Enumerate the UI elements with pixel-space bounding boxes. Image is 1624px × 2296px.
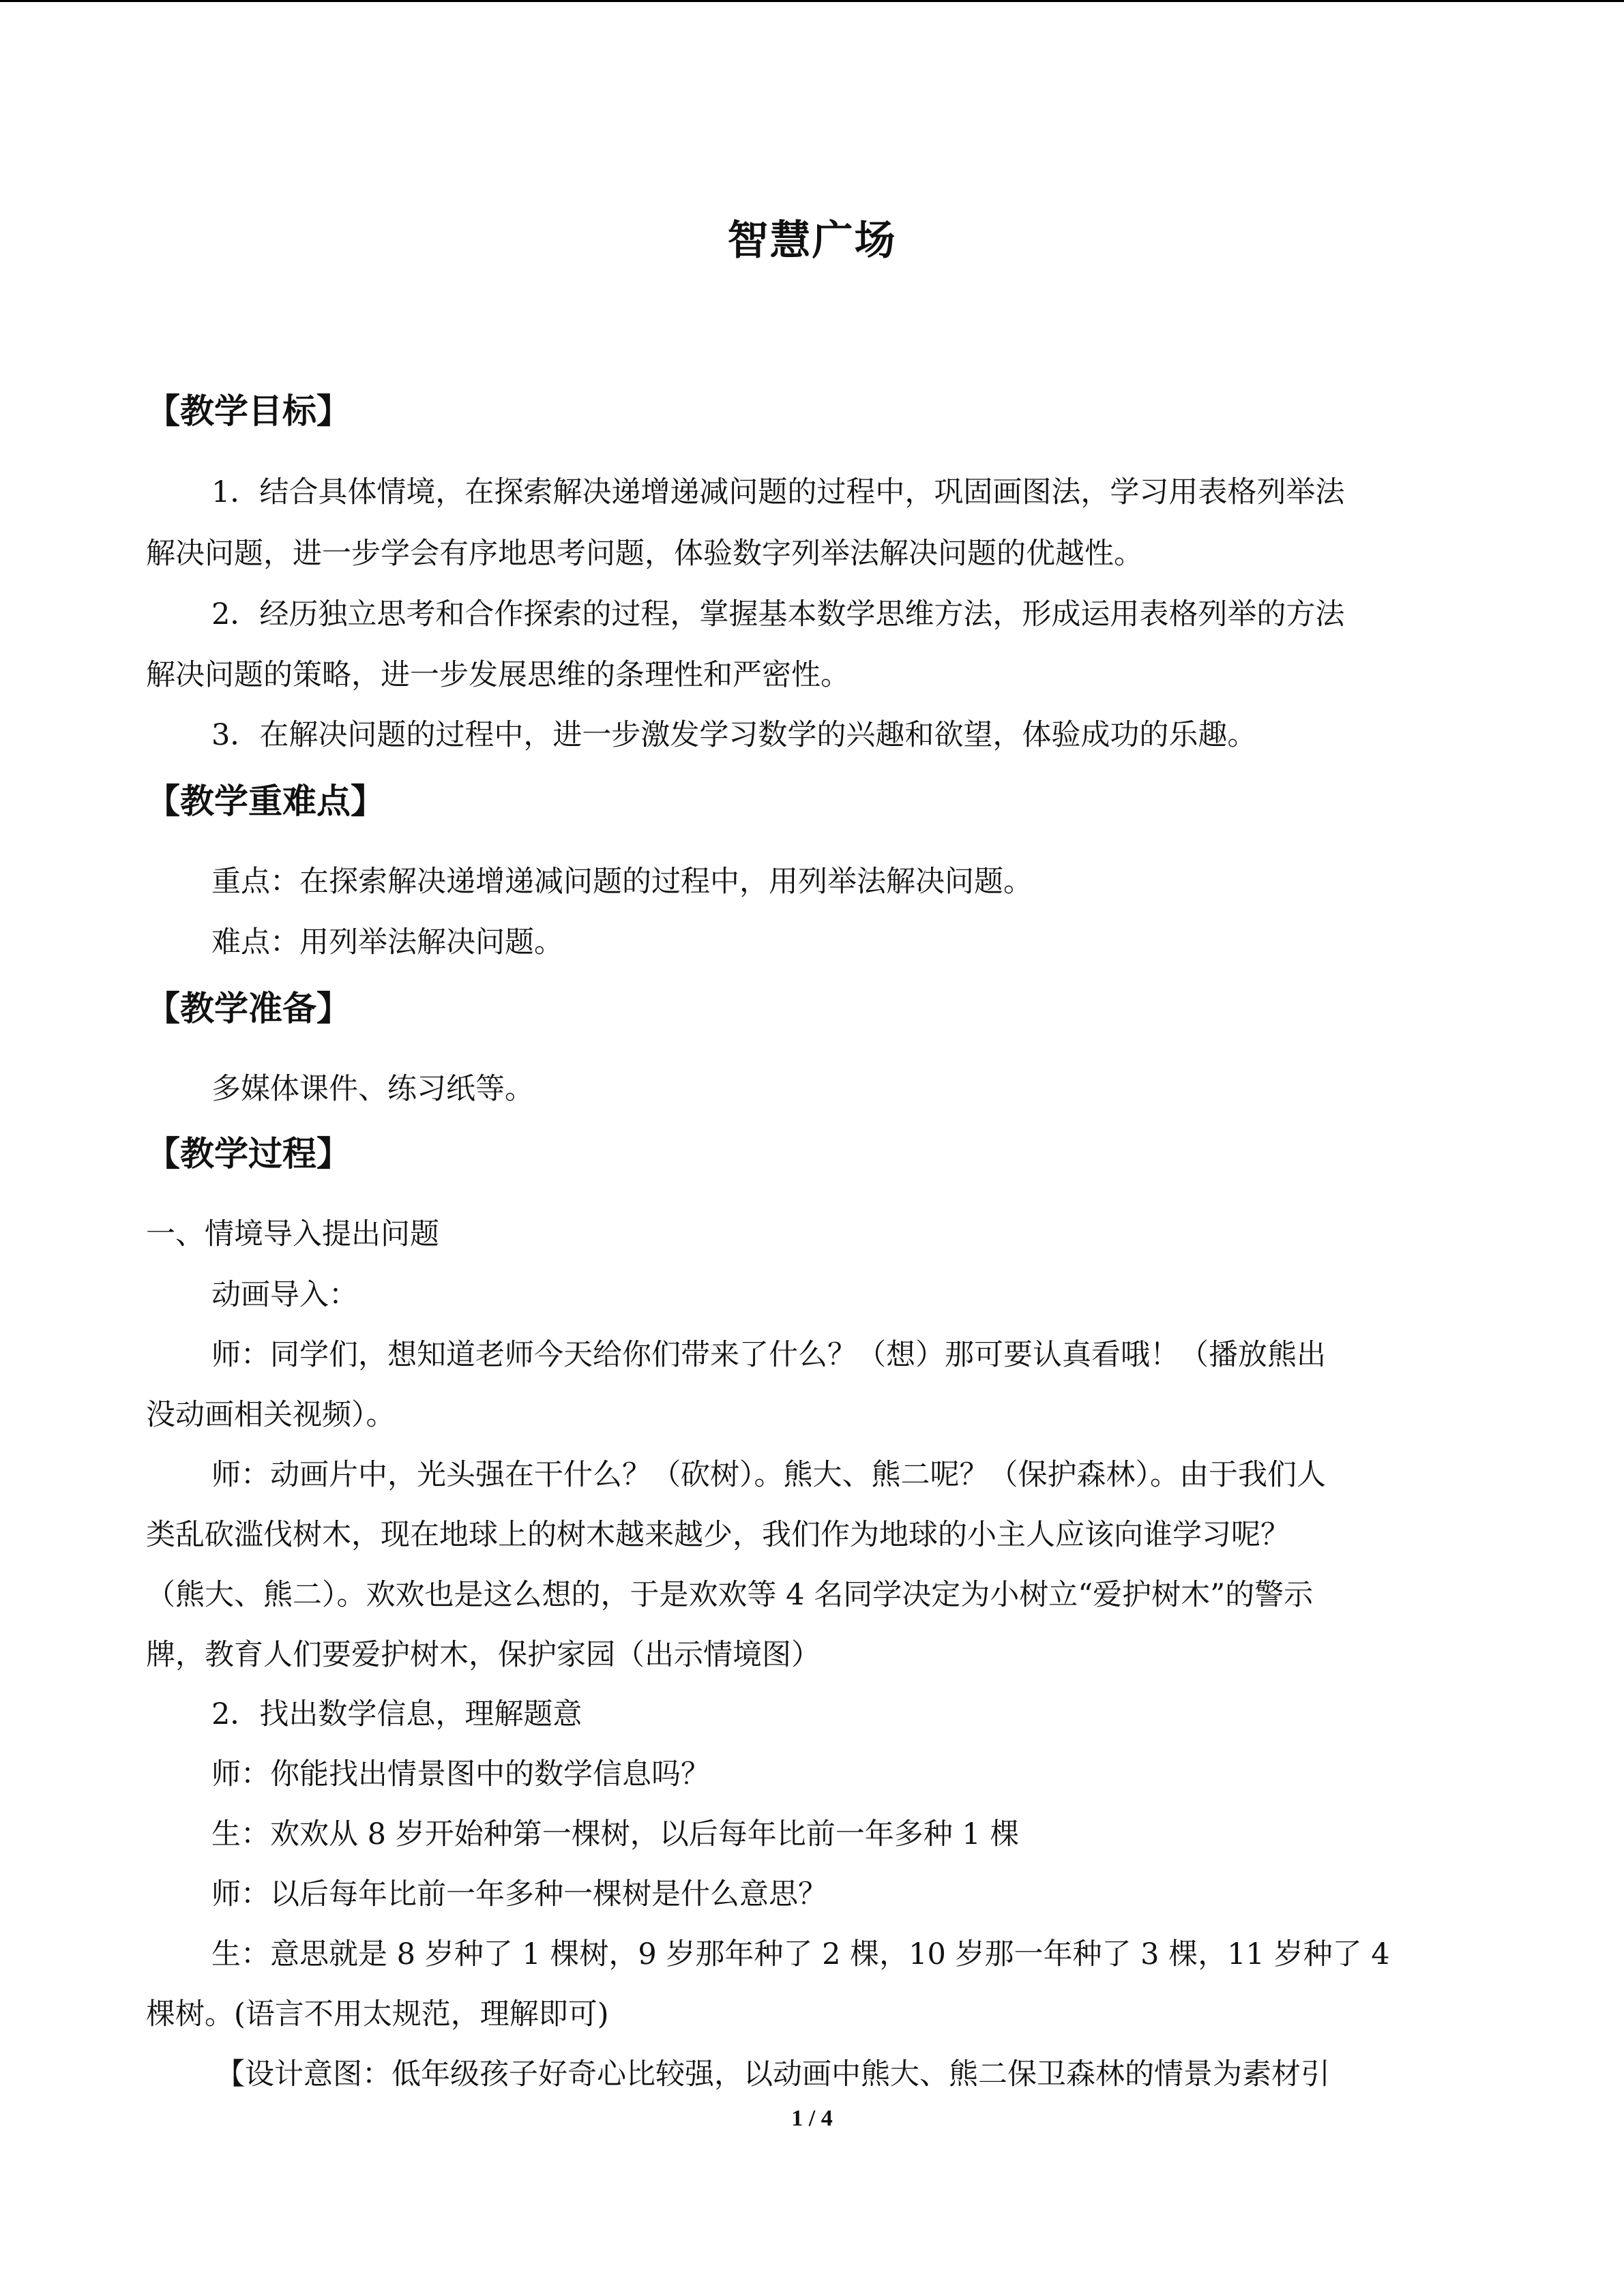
objective-2-line-1: 2．经历独立思考和合作探索的过程，掌握基本数学思维方法，形成运用表格列举的方法 bbox=[211, 597, 1345, 631]
student-answer-2-line-1: 生：意思就是 8 岁种了 1 棵树，9 岁那年种了 2 棵，10 岁那一年种了 3 棵，11 岁种了 4 bbox=[211, 1937, 1390, 1971]
key-point-text: 重点：在探索解决递增递减问题的过程中，用列举法解决问题。 bbox=[211, 865, 1033, 899]
top-border-rule bbox=[0, 0, 1624, 2]
student-answer-1: 生：欢欢从 8 岁开始种第一棵树，以后每年比前一年多种 1 棵 bbox=[211, 1817, 1020, 1851]
heading-key-difficult-points: 【教学重难点】 bbox=[146, 781, 385, 821]
design-intent-note: 【设计意图：低年级孩子好奇心比较强，以动画中熊大、熊二保卫森林的情景为素材引 bbox=[216, 2057, 1330, 2091]
difficult-point-text: 难点：用列举法解决问题。 bbox=[211, 925, 563, 959]
heading-teaching-process: 【教学过程】 bbox=[146, 1134, 351, 1174]
animation-intro-label: 动画导入： bbox=[211, 1278, 358, 1312]
heading-teaching-objectives: 【教学目标】 bbox=[146, 391, 351, 431]
page-number: 1 / 4 bbox=[791, 2106, 833, 2131]
dialogue-2-line-2: 类乱砍滥伐树木，现在地球上的树木越来越少，我们作为地球的小主人应该向谁学习呢？ bbox=[146, 1518, 1290, 1552]
preparation-text: 多媒体课件、练习纸等。 bbox=[211, 1072, 534, 1106]
heading-teaching-preparation: 【教学准备】 bbox=[146, 989, 351, 1028]
dialogue-2-line-4: 牌，教育人们要爱护树木，保护家园（出示情境图） bbox=[146, 1638, 821, 1672]
dialogue-2-line-1: 师：动画片中，光头强在干什么？（砍树）。熊大、熊二呢？（保护森林）。由于我们人 bbox=[211, 1458, 1326, 1492]
teacher-question-2: 师：以后每年比前一年多种一棵树是什么意思？ bbox=[211, 1877, 827, 1911]
dialogue-1-line-2: 没动画相关视频）。 bbox=[146, 1398, 396, 1432]
step-2-title: 2．找出数学信息，理解题意 bbox=[211, 1697, 582, 1731]
page-title: 智慧广场 bbox=[727, 217, 897, 265]
objective-1-line-1: 1．结合具体情境，在探索解决递增递减问题的过程中，巩固画图法，学习用表格列举法 bbox=[211, 475, 1345, 509]
objective-3-line-1: 3．在解决问题的过程中，进一步激发学习数学的兴趣和欲望，体验成功的乐趣。 bbox=[211, 718, 1257, 752]
dialogue-2-line-3: （熊大、熊二）。欢欢也是这么想的，于是欢欢等 4 名同学决定为小树立“爱护树木”的警示 bbox=[146, 1578, 1314, 1612]
objective-1-line-2: 解决问题，进一步学会有序地思考问题，体验数字列举法解决问题的优越性。 bbox=[146, 537, 1143, 571]
student-answer-2-line-2: 棵树。(语言不用太规范，理解即可) bbox=[146, 1997, 609, 2031]
objective-2-line-2: 解决问题的策略，进一步发展思维的条理性和严密性。 bbox=[146, 658, 850, 692]
process-part-1-title: 一、情境导入提出问题 bbox=[146, 1217, 439, 1251]
teacher-question-1: 师：你能找出情景图中的数学信息吗？ bbox=[211, 1757, 710, 1791]
dialogue-1-line-1: 师：同学们，想知道老师今天给你们带来了什么？（想）那可要认真看哦！（播放熊出 bbox=[211, 1338, 1326, 1372]
